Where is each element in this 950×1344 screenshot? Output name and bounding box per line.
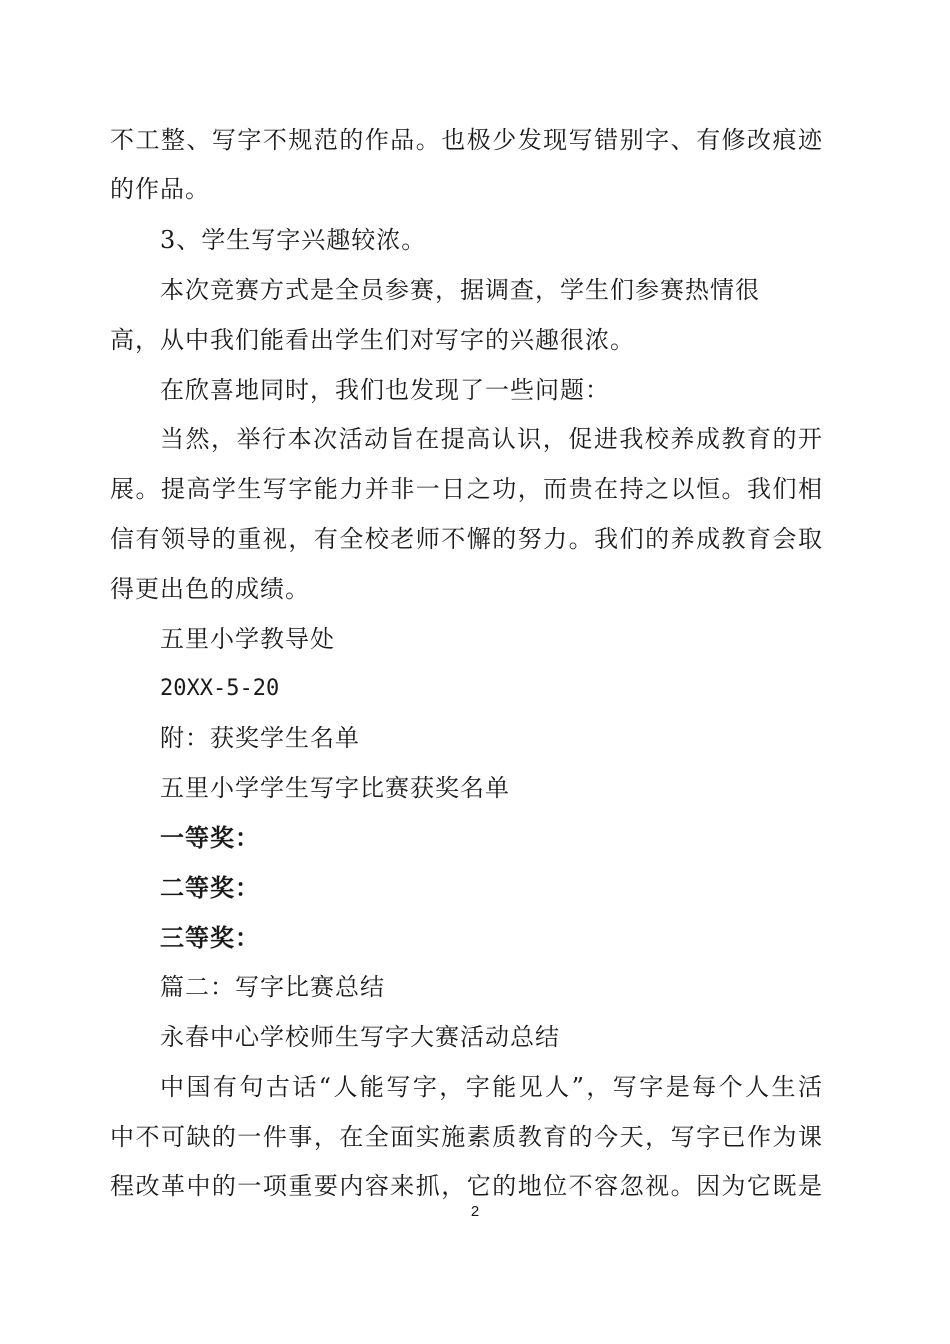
paragraph-line: 不工整、写字不规范的作品。也极少发现写错别字、有修改痕迹 — [110, 126, 822, 154]
paragraph-line: 本次竞赛方式是全员参赛，据调查，学生们参赛热情很 — [160, 276, 760, 304]
paragraph-line: 当然，举行本次活动旨在提高认识，促进我校养成教育的开 — [160, 425, 822, 453]
list-title: 五里小学学生写字比赛获奖名单 — [160, 774, 510, 802]
award-second-label: 二等奖： — [160, 873, 260, 902]
paragraph-line: 程改革中的一项重要内容来抓，它的地位不容忽视。因为它既是 — [110, 1172, 822, 1200]
signature-org: 五里小学教导处 — [160, 625, 335, 653]
paragraph-line: 得更出色的成绩。 — [110, 575, 310, 603]
paragraph-line: 中不可缺的一件事，在全面实施素质教育的今天，写字已作为课 — [110, 1123, 822, 1151]
paragraph-line: 的作品。 — [110, 175, 210, 203]
paragraph-line: 信有领导的重视，有全校老师不懈的努力。我们的养成教育会取 — [110, 525, 822, 553]
section-heading: 3、学生写字兴趣较浓。 — [160, 226, 427, 254]
section-title: 篇二：写字比赛总结 — [160, 973, 385, 1001]
signature-date: 20XX-5-20 — [160, 676, 280, 701]
award-third-label: 三等奖： — [160, 923, 260, 952]
paragraph-line: 中国有句古话“人能写字，字能见人”，写字是每个人生活 — [160, 1073, 822, 1101]
attachment-note: 附：获奖学生名单 — [160, 724, 360, 752]
page-number: 2 — [470, 1203, 480, 1220]
paragraph-line: 高，从中我们能看出学生们对写字的兴趣很浓。 — [110, 326, 635, 354]
award-first-label: 一等奖： — [160, 823, 260, 852]
paragraph-line: 展。提高学生写字能力并非一日之功，而贵在持之以恒。我们相 — [110, 475, 822, 503]
article-title: 永春中心学校师生写字大赛活动总结 — [160, 1023, 560, 1051]
paragraph-line: 在欣喜地同时，我们也发现了一些问题： — [160, 376, 610, 404]
